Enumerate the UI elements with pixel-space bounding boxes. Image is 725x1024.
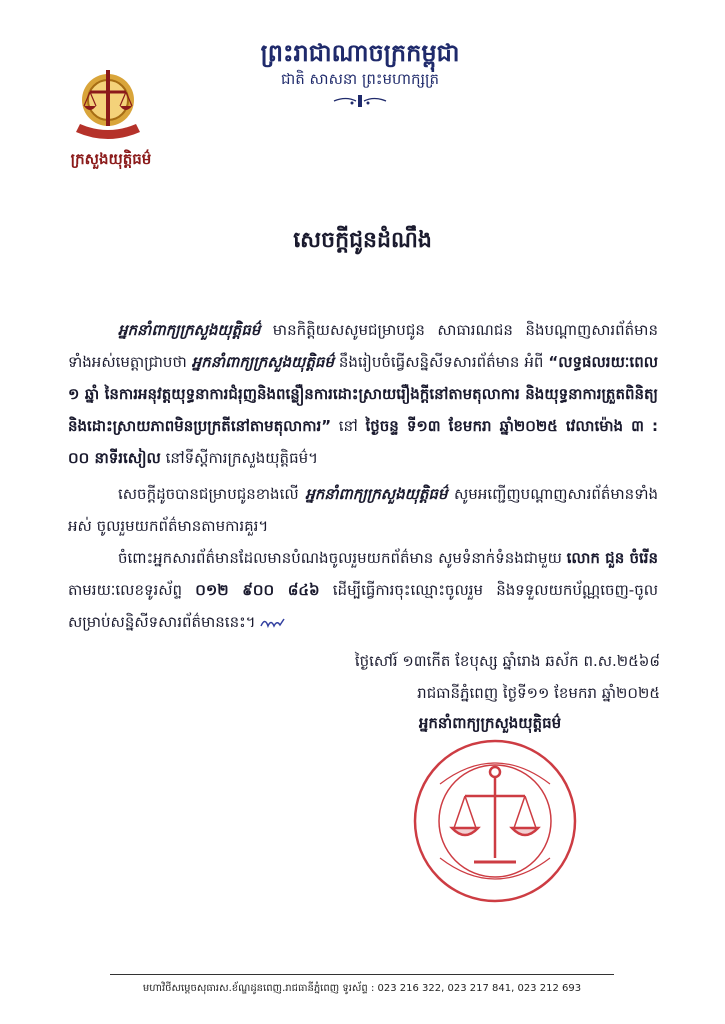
ministry-name: ក្រសួងយុត្តិធម៌	[70, 150, 152, 168]
paragraph-text: តាមរយៈលេខទូរស័ព្ទ	[68, 581, 196, 599]
signatory-title: អ្នកនាំពាក្យក្រសួងយុត្តិធម៌	[418, 714, 562, 732]
paragraph-text: មានកិត្តិយសសូមជម្រាបជូន សាធារណជន និងបណ្ដាញសារព័ត៌មានទាំងអស់មេត្តាជ្រាបថា	[68, 321, 658, 371]
ministry-emblem-icon	[68, 62, 148, 142]
lunar-date: ថ្ងៃសៅរ៍ ១៣កើត ខែបុស្ស ឆ្នាំរោង ឆស័ក ព.ស.២៥៦៨	[354, 652, 660, 670]
official-seal-icon	[410, 736, 580, 906]
national-motto: ជាតិ សាសនា ព្រះមហាក្សត្រ	[280, 70, 440, 88]
paragraph-text: ចំពោះអ្នកសារព័ត៌មានដែលមានបំណងចូលរួមយកព័ត៌មាន សូមទំនាក់ទំនងជាមួយ	[118, 549, 567, 567]
paragraph-text: ដើម្បីធ្វើការចុះឈ្មោះចូលរួម និងទទួលយកប័ណ្ណចេញ-ចូល សម្រាប់សន្និសីទសារព័ត៌មាននេះ។	[68, 581, 658, 631]
kingdom-title: ព្រះរាជាណាចក្រកម្ពុជា	[260, 39, 460, 67]
spokesperson-name: អ្នកនាំពាក្យក្រសួងយុត្តិធម៌	[118, 321, 261, 339]
conference-topic: “លទ្ធផលរយៈពេល ១ ឆ្នាំ នៃការអនុវត្តយុទ្ធនាការជំរុញនិងពន្លឿនការដោះស្រាយរឿងក្ដីនៅតាមតុលាការ និងយុទ្ធនាការត្រួតពិនិត្យនិងដោះស្រាយភាពមិនប្រក្រតីនៅតាមតុលាការ”	[68, 353, 658, 435]
ornament-divider-icon	[332, 94, 388, 108]
paragraph-text: នៅទីស្ដីការក្រសួងយុត្តិធម៌។	[160, 449, 319, 467]
paragraph-text: សេចក្ដីដូចបានជម្រាបជូនខាងលើ	[118, 485, 306, 503]
footer-divider	[110, 974, 614, 975]
contact-phone: ០១២ ៩០០ ៨៤៦	[195, 581, 320, 599]
paragraph-text: សូមអញ្ជើញបណ្ដាញសារព័ត៌មានទាំងអស់ ចូលរួមយកព័ត៌មានតាមការគួរ។	[68, 485, 659, 535]
paragraph-announcement	[68, 314, 658, 474]
initial-mark-icon	[260, 616, 286, 630]
spokesperson-name: អ្នកនាំពាក្យក្រសួងយុត្តិធម៌	[305, 485, 448, 503]
spokesperson-name: អ្នកនាំពាក្យក្រសួងយុត្តិធម៌	[191, 353, 334, 371]
paragraph-text: នៅ	[331, 417, 366, 435]
paragraph-text: នឹងរៀបចំធ្វើសន្និសីទសារព័ត៌មាន អំពី	[333, 353, 549, 371]
paragraph-contact	[68, 542, 658, 638]
footer-address: មហាវិថីសម្ដេចសុធារស.ខ័ណ្ឌដូនពេញ.រាជធានីភ្នំពេញ ទូរស័ព្ទ : 023 216 322, 023 217 841, 023 212 693	[142, 983, 582, 994]
document-title: សេចក្ដីជូនដំណឹង	[293, 228, 432, 253]
contact-person: លោក ជួន ចំរើន	[566, 549, 659, 567]
conference-datetime: ថ្ងៃចន្ទ ទី១៣ ខែមករា ឆ្នាំ២០២៥ វេលាម៉ោង ៣ : ០០ នាទីរសៀល	[68, 417, 658, 467]
solar-date: រាជធានីភ្នំពេញ ថ្ងៃទី១១ ខែមករា ឆ្នាំ២០២៥	[417, 684, 660, 702]
paragraph-invitation	[68, 478, 658, 542]
